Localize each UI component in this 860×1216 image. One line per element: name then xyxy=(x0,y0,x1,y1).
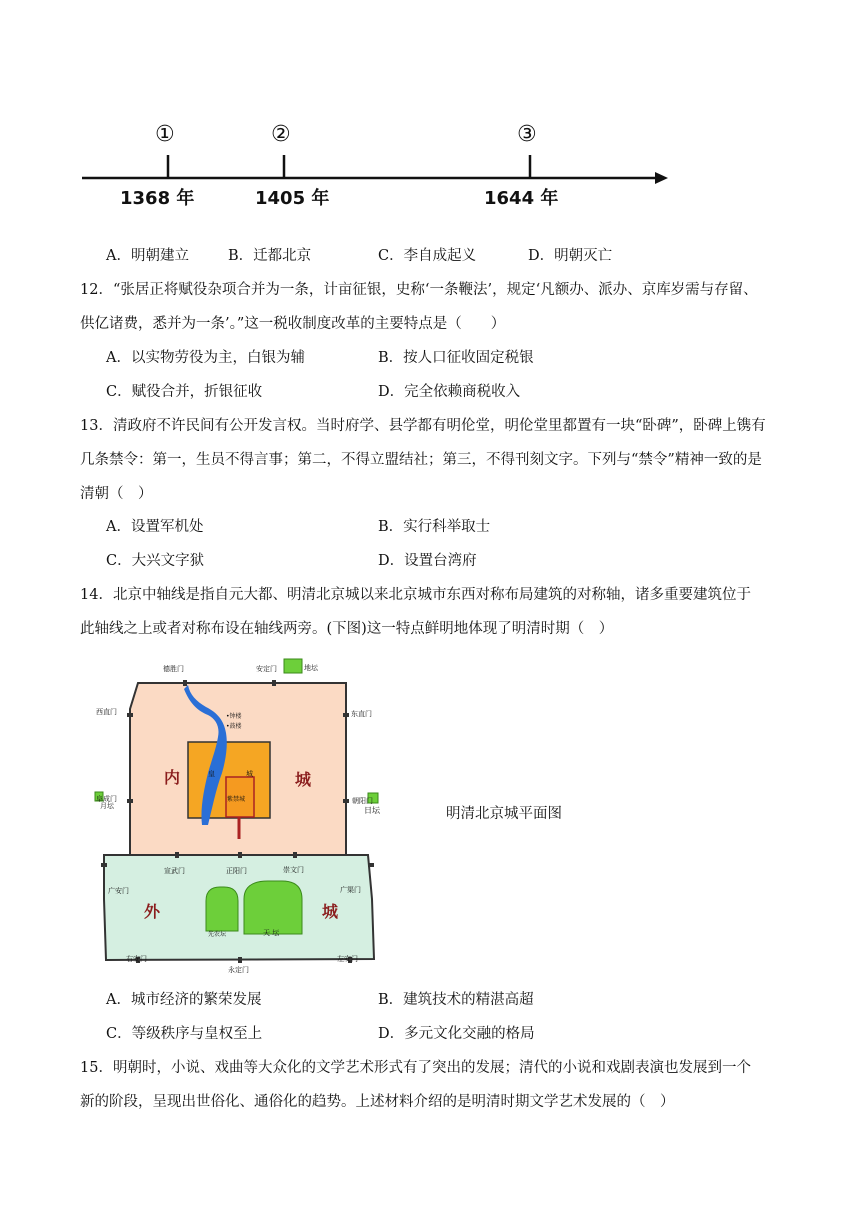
label-zhonglou: •钟楼 xyxy=(226,713,242,720)
q14-option-a: A．城市经济的繁荣发展 xyxy=(106,992,262,1008)
q12-option-c: C．赋役合并，折银征收 xyxy=(106,384,263,400)
label-youanmen: 右安门 xyxy=(126,955,147,963)
label-ritan: 日坛 xyxy=(364,806,380,815)
label-zuoanmen: 左安门 xyxy=(337,955,358,963)
label-yuetan: 月坛 xyxy=(100,802,114,810)
label-chongwenmen: 崇文门 xyxy=(283,866,304,874)
q14-stem-line-1: 14．北京中轴线是指自元大都、明清北京城以来北京城市东西对称布局建筑的对称轴，诸多重要建筑位于 xyxy=(80,587,751,603)
label-guanganmen: 广安门 xyxy=(108,887,129,895)
q12-option-d: D．完全依赖商税收入 xyxy=(378,384,521,400)
label-xiannongtan: 先农坛 xyxy=(208,931,227,938)
q12-stem-line-2: 供亿诸费，悉并为一条’。”这一税收制度改革的主要特点是（ ） xyxy=(80,316,506,332)
q12-stem-line-1: 12．“张居正将赋役杂项合并为一条，计亩征银，史称‘一条鞭法’，规定‘凡额办、派办、京库岁需与存留、 xyxy=(80,282,758,298)
timeline-marker-1: ① xyxy=(155,122,175,147)
label-cheng-outer: 城 xyxy=(322,902,339,921)
q13-option-a: A．设置军机处 xyxy=(106,519,204,535)
label-xizhimen: 西直门 xyxy=(96,708,117,716)
q13-option-b: B．实行科举取士 xyxy=(378,519,491,535)
q14-option-c: C．等级秩序与皇权至上 xyxy=(106,1026,263,1042)
q13-stem-line-1: 13．清政府不许民间有公开发言权。当时府学、县学都有明伦堂，明伦堂里都置有一块“卧碑”，卧碑上镌有 xyxy=(80,418,766,434)
q11-option-c: C．李自成起义 xyxy=(378,248,477,264)
q13-option-d: D．设置台湾府 xyxy=(378,553,477,569)
q14-stem-line-2: 此轴线之上或者对称布设在轴线两旁。(下图)这一特点鲜明地体现了明清时期（ ） xyxy=(80,621,614,637)
q12-option-b: B．按人口征收固定税银 xyxy=(378,350,534,366)
label-deshengmen: 德胜门 xyxy=(163,665,184,673)
q13-option-c: C．大兴文字狱 xyxy=(106,553,205,569)
xiannongtan-altar xyxy=(206,887,238,931)
label-yongdingmen: 永定门 xyxy=(228,966,249,974)
timeline-marker-2: ② xyxy=(271,122,291,147)
label-wai: 外 xyxy=(144,902,161,921)
q14-option-b: B．建筑技术的精湛高超 xyxy=(378,992,534,1008)
q14-option-d: D．多元文化交融的格局 xyxy=(378,1026,535,1042)
q12-option-a: A．以实物劳役为主，白银为辅 xyxy=(106,350,305,366)
label-cheng-imperial: 城 xyxy=(246,770,253,778)
timeline-year-2: 1405 年 xyxy=(255,188,330,209)
timeline-year-1: 1368 年 xyxy=(120,188,195,209)
label-cheng-inner: 城 xyxy=(295,770,312,789)
label-andingmen: 安定门 xyxy=(256,665,277,673)
q11-option-a: A．明朝建立 xyxy=(106,248,189,264)
label-nei: 内 xyxy=(164,768,181,787)
ditan-altar xyxy=(284,659,302,673)
label-dongzhimen: 东直门 xyxy=(351,710,372,718)
q13-stem-line-3: 清朝（ ） xyxy=(80,486,153,502)
timeline-year-3: 1644 年 xyxy=(484,188,559,209)
q11-option-b: B．迁都北京 xyxy=(228,248,312,264)
q15-stem-line-2: 新的阶段，呈现出世俗化、通俗化的趋势。上述材料介绍的是明清时期文学艺术发展的（ ） xyxy=(80,1094,675,1110)
label-chaoyangmen: 朝阳门 xyxy=(352,797,373,805)
label-zhengyangmen: 正阳门 xyxy=(226,867,247,875)
timeline-marker-3: ③ xyxy=(517,122,537,147)
map-caption: 明清北京城平面图 xyxy=(446,806,562,822)
label-guangqumen: 广渠门 xyxy=(340,886,361,894)
label-xuanwumen: 宣武门 xyxy=(164,867,185,875)
q13-stem-line-2: 几条禁令：第一，生员不得言事；第二，不得立盟结社；第三，不得刊刻文字。下列与“禁令”精神一致的是 xyxy=(80,452,762,468)
q15-stem-line-1: 15．明朝时，小说、戏曲等大众化的文学艺术形式有了突出的发展；清代的小说和戏剧表演也发展到一个 xyxy=(80,1060,751,1076)
timeline xyxy=(0,0,860,230)
label-ditan: 地坛 xyxy=(304,664,318,672)
label-fuchengmen: 阜成门 xyxy=(96,795,117,803)
label-tiantan: 天 坛 xyxy=(263,929,280,937)
label-gulou: •鼓楼 xyxy=(226,723,242,730)
beijing-city-map xyxy=(78,649,396,977)
label-zijincheng: 紫禁城 xyxy=(227,796,246,803)
q11-option-d: D．明朝灭亡 xyxy=(528,248,613,264)
label-huang: 皇 xyxy=(208,770,215,778)
tiantan-altar xyxy=(244,881,302,934)
